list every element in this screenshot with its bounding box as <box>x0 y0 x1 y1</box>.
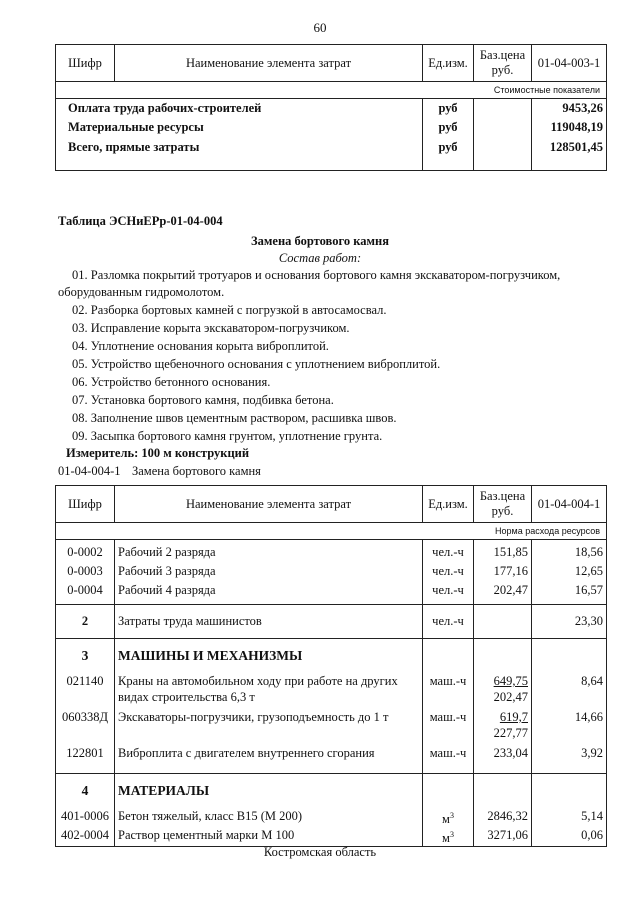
cost-table <box>55 44 607 171</box>
header-code: Шифр <box>56 45 115 82</box>
table-row: 402-0004 Раствор цементный марки М 100 $м^3$ 3271,06 0,06 <box>56 827 607 847</box>
section-row: 3 МАШИНЫ И МЕХАНИЗМЫ <box>56 639 607 673</box>
header-unit: Ед.изм. <box>423 45 474 82</box>
norm-code: 01-04-004-1 <box>58 464 121 478</box>
work-item: 07. Установка бортового камня, подбивка бетона. <box>72 393 334 407</box>
header-norm: 01-04-004-1 <box>532 486 607 523</box>
table-row: 021140 Краны на автомобильном ходу при работе на других видах строительства 6,3 т маш.-ч 649,75 202,47 8,64 <box>56 672 607 705</box>
header-name: Наименование элемента затрат <box>115 486 423 523</box>
subheader: Стоимостные показатели <box>56 82 607 99</box>
work-item: 02. Разборка бортовых камней с погрузкой в автосамосвал. <box>72 303 387 317</box>
works-heading: Состав работ: <box>278 251 362 265</box>
page-number: 60 <box>313 20 327 35</box>
work-item: 08. Заполнение швов цементным раствором, расшивка швов. <box>72 411 397 425</box>
table-row: 122801 Виброплита с двигателем внутреннего сгорания маш.-ч 233,04 3,92 <box>56 741 607 774</box>
work-item: 04. Уплотнение основания корыта виброплитой. <box>72 339 329 353</box>
header-price: Баз.цена руб. <box>474 486 532 523</box>
work-item: 09. Засыпка бортового камня грунтом, уплотнение грунта. <box>72 429 383 443</box>
table-row: 401-0006 Бетон тяжелый, класс B15 (М 200) $м^3$ 2846,32 5,14 <box>56 805 607 827</box>
header-name: Наименование элемента затрат <box>115 45 423 82</box>
table-row: Материальные ресурсы руб 119048,19 <box>56 118 607 137</box>
table-title: Таблица ЭСНиЕРр-01-04-004 <box>58 214 223 228</box>
table-row: Оплата труда рабочих-строителей руб 9453,26 <box>56 99 607 119</box>
work-item: оборудованным гидромолотом. <box>58 285 225 299</box>
page-footer: Костромская область <box>263 845 377 859</box>
section-title: Замена бортового камня <box>251 234 389 248</box>
table-row: 0-0004 Рабочий 4 разряда чел.-ч 202,47 16,57 <box>56 579 607 605</box>
norm-name: Замена бортового камня <box>132 464 261 478</box>
work-item: 03. Исправление корыта экскаватором-погрузчиком. <box>72 321 350 335</box>
header-price: Баз.цена руб. <box>474 45 532 82</box>
table-row: Всего, прямые затраты руб 128501,45 <box>56 137 607 171</box>
work-item: 01. Разломка покрытий тротуаров и основания бортового камня экскаватором-погрузчиком, <box>72 268 561 282</box>
header-norm: 01-04-003-1 <box>532 45 607 82</box>
header-code: Шифр <box>56 486 115 523</box>
subheader: Норма расхода ресурсов <box>56 523 607 540</box>
table-row: 060338Д Экскаваторы-погрузчики, грузоподъемность до 1 т маш.-ч 619,7 227,77 14,66 <box>56 705 607 741</box>
table-header <box>56 45 607 82</box>
work-item: 05. Устройство щебеночного основания с уплотнением виброплитой. <box>72 357 441 371</box>
table-row: 0-0003 Рабочий 3 разряда чел.-ч 177,16 12,65 <box>56 560 607 579</box>
table-row: 2 Затраты труда машинистов чел.-ч 23,30 <box>56 605 607 639</box>
header-unit: Ед.изм. <box>423 486 474 523</box>
table-row: 0-0002 Рабочий 2 разряда чел.-ч 151,85 18,56 <box>56 540 607 561</box>
work-item: 06. Устройство бетонного основания. <box>72 375 271 389</box>
section-row: 4 МАТЕРИАЛЫ <box>56 774 607 806</box>
table-header <box>56 486 607 523</box>
measure-unit: Измеритель: 100 м конструкций <box>66 446 250 460</box>
resource-table <box>55 485 607 847</box>
